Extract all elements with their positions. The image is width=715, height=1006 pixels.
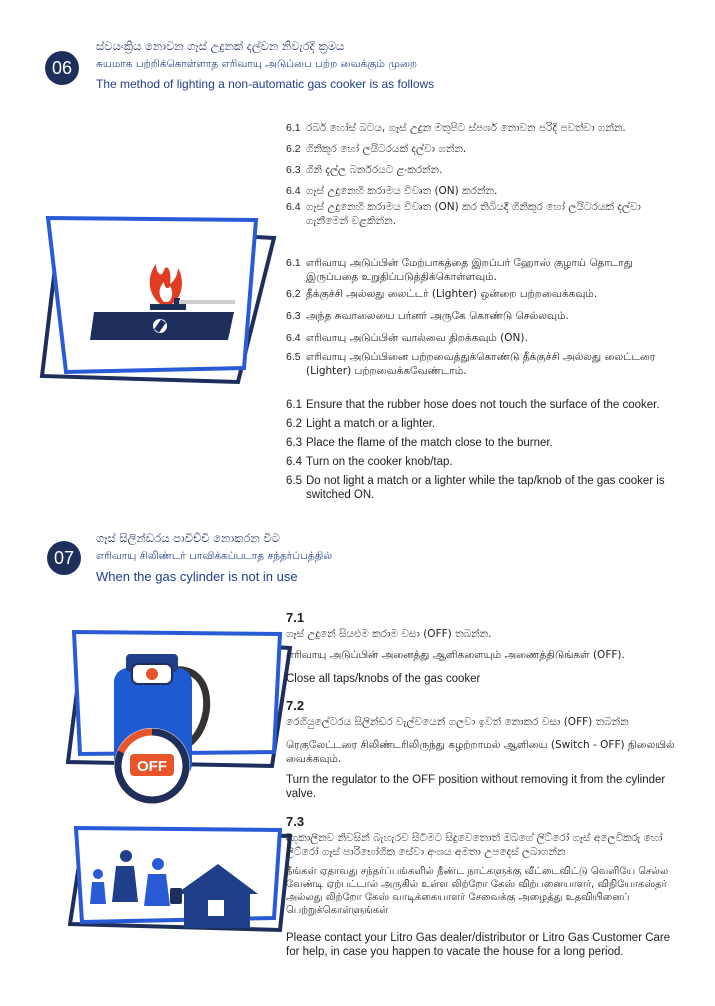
step-text: Ensure that the rubber hose does not touch the surface of the cooker. — [306, 399, 660, 411]
step-ta-1 — [286, 256, 686, 284]
person-adult-2-icon — [152, 858, 164, 870]
step-en-2 — [286, 417, 686, 431]
person-adult-2-body — [144, 874, 170, 906]
step-number: 6.2 — [286, 143, 301, 155]
step-number: 6.1 — [286, 399, 302, 411]
step-text: எரிவாயு அடுப்பின் வால்வை திறக்கவும் (ON). — [306, 332, 528, 344]
step-text: ගිනිකූර හෝ ලයිටරයක් දල්වා ගන්න. — [306, 143, 467, 155]
step-text: ගිනි දැල්ල බර්නරයට ළංකරන්න. — [306, 164, 443, 176]
section-07-title-tamil: எரிவாயு சிலிண்டர் பாவிக்கப்படாத சந்தர்ப்பத்தில் — [96, 550, 333, 562]
step-en-5 — [286, 474, 686, 502]
burner-cap — [150, 304, 186, 310]
step-number: 6.3 — [286, 310, 301, 322]
sub-7-1-sinhala: ගෑස් උදුනේ සියළුම කරාම වසා (OFF) තබන්න. — [286, 628, 492, 640]
regulator-knob-icon — [146, 668, 158, 680]
step-text: Light a match or a lighter. — [306, 418, 436, 430]
section-06-title-tamil: சுயமாக பற்றிக்கொள்ளாத எரிவாயு அடுப்பை பற்ற வைக்கும் முறை — [96, 58, 418, 70]
step-ta-2 — [286, 287, 686, 301]
step-si-1 — [286, 121, 686, 135]
step-number: 6.4 — [286, 456, 302, 468]
gas-cylinder-illustration — [66, 626, 298, 811]
sub-7-3-number: 7.3 — [286, 814, 305, 829]
steps-english-list — [286, 398, 686, 502]
section-07-title-english: When the gas cylinder is not in use — [96, 569, 298, 584]
off-label: OFF — [137, 758, 167, 775]
step-number: 6.3 — [286, 437, 302, 449]
sub-7-1-english: Close all taps/knobs of the gas cooker — [286, 673, 481, 685]
person-child-body — [90, 882, 106, 904]
section-07-title-sinhala: ගෑස් සිලින්ඩරය පාවිච්චි නොකරන විට — [96, 531, 280, 545]
person-child-icon — [93, 869, 103, 879]
step-text: தீக்குச்சி அல்லது லைட்டர் (Lighter) ஒன்றை பற்றவைக்கவும். — [306, 288, 598, 300]
step-si-4 — [286, 184, 686, 198]
sub-7-2-tamil: ரெகுலேட்டரை சிலிண்டரிலிருந்து கழற்றாமல் ஆளியை (Switch - OFF) நிலையில் வைக்கவும். — [286, 739, 675, 765]
step-number: 6.4 — [286, 185, 301, 197]
sub-7-1-number: 7.1 — [286, 610, 305, 625]
step-number: 6.4 — [286, 332, 301, 344]
matchstick-icon — [179, 300, 235, 304]
step-text: Place the flame of the match close to the burner. — [306, 437, 553, 449]
step-en-1 — [286, 398, 686, 412]
gas-stove-illustration — [38, 212, 278, 397]
sub-7-2-english: Turn the regulator to the OFF position without removing it from the cylinder valve. — [286, 774, 666, 800]
step-number: 6.2 — [286, 288, 301, 300]
sub-7-3-english: Please contact your Litro Gas dealer/distributor or Litro Gas Customer Care for help, in case you happen to vacate the house for a long period. — [286, 932, 671, 958]
step-number: 6.4 — [286, 201, 301, 213]
step-number: 6.1 — [286, 122, 301, 134]
section-07-badge: 07 — [47, 541, 81, 575]
person-adult-icon — [120, 850, 132, 862]
step-en-3 — [286, 436, 686, 450]
family-leaving-house-illustration — [68, 826, 302, 936]
section-06-title-english: The method of lighting a non-automatic gas cooker is as follows — [96, 77, 435, 91]
step-ta-5 — [286, 350, 686, 378]
section-06-badge: 06 — [45, 51, 79, 85]
sub-7-3-sinhala: දිගුකාලීනව නිවසින් බැහැරව සිටීමට සිදුවෙතොත් ඔබගේ ලිට්රෝ ගෑස් අලෙවිකරු හෝ ලිට්රෝ ගෑස් පාරිභෝගික සේවා අංශය අමතා උපදෙස් ලබාගන්න — [286, 832, 663, 858]
step-text: அந்த சுவாலையை பர்னர் அருகே கொண்டு செல்லவும். — [306, 310, 569, 322]
step-text: ගෑස් උදුනෙහි කරාමය විවෘත (ON) කර තිබියදී ගිනිකූර හෝ ලයිටරයක් දල්වා ගැනීමෙන් වළකින්න. — [306, 201, 641, 227]
step-si-5 — [286, 200, 686, 228]
step-text: ගෑස් උදුනෙහි කරාමය විවෘත (ON) කරන්න. — [306, 185, 498, 197]
steps-tamil-list — [286, 256, 686, 378]
step-text: රබර් හෝස් බටය, ගෑස් උදුන මතුපිට ස්පර්ශ නොවන පරිදි පවත්වා ගන්න. — [306, 122, 626, 134]
sub-7-2-sinhala: රෙගියුලේටරය සිලින්ඩර වැල්වයෙන් ගලවා ඉවත් නොකර වසා (OFF) තබන්න — [286, 716, 629, 728]
step-text: எரிவாயு அடுப்பின் மேற்பாகத்தை இறப்பர் ஹோஸ் குழாய் தொடாது இருப்பதை உறுதிப்படுத்திக்கொள்ளவும். — [306, 257, 633, 283]
step-number: 6.5 — [286, 351, 301, 363]
person-adult-body — [112, 866, 138, 902]
step-ta-3 — [286, 309, 686, 323]
step-ta-4 — [286, 331, 686, 345]
step-number: 6.1 — [286, 257, 301, 269]
section-06-title-sinhala: ස්වයංක්‍රිය නොවන ගෑස් උදුනක් දල්වන නිවැරදි ක්‍රමය — [96, 39, 345, 53]
step-text: எரிவாயு அடுப்பினை பற்றவைத்துக்கொண்டு தீக்குச்சி அல்லது லைட்டரை (Lighter) பற்றவைக்கவேண்டாம். — [306, 351, 656, 377]
steps-sinhala-list — [286, 121, 686, 228]
sub-7-3-tamil: நீங்கள் ஏதாவது சந்தர்ப்பங்களில் நீண்ட நாட்களுக்கு வீட்டைவிட்டு வெளியே செல்ல வேண்டி ஏற்பட்டால் அருகில் உள்ள லிற்றோ கேஸ் விற்பனையாளர், விநியோகஸ்தர் அல்லது லிற்றோ கேஸ் வாடிக்கையாளர் சேவைக்கு அழைத்து உதவியினைப் பெற்றுக்கொள்ளுங்கள் — [286, 866, 669, 916]
step-text: Turn on the cooker knob/tap. — [306, 456, 453, 468]
frame-front — [48, 218, 256, 372]
step-en-4 — [286, 455, 686, 469]
step-number: 6.2 — [286, 418, 302, 430]
step-si-3 — [286, 163, 686, 177]
suitcase-icon — [170, 888, 182, 904]
sub-7-1-tamil: எரிவாயு அடுப்பின் அனைத்து ஆளிகளையும் அணைத்திடுங்கள் (OFF). — [286, 649, 625, 661]
step-number: 6.5 — [286, 475, 302, 487]
sub-7-2-number: 7.2 — [286, 698, 305, 713]
step-number: 6.3 — [286, 164, 301, 176]
step-text: Do not light a match or a lighter while the tap/knob of the gas cooker is switched ON. — [306, 475, 665, 501]
house-window-icon — [208, 900, 224, 916]
step-si-2 — [286, 142, 686, 156]
